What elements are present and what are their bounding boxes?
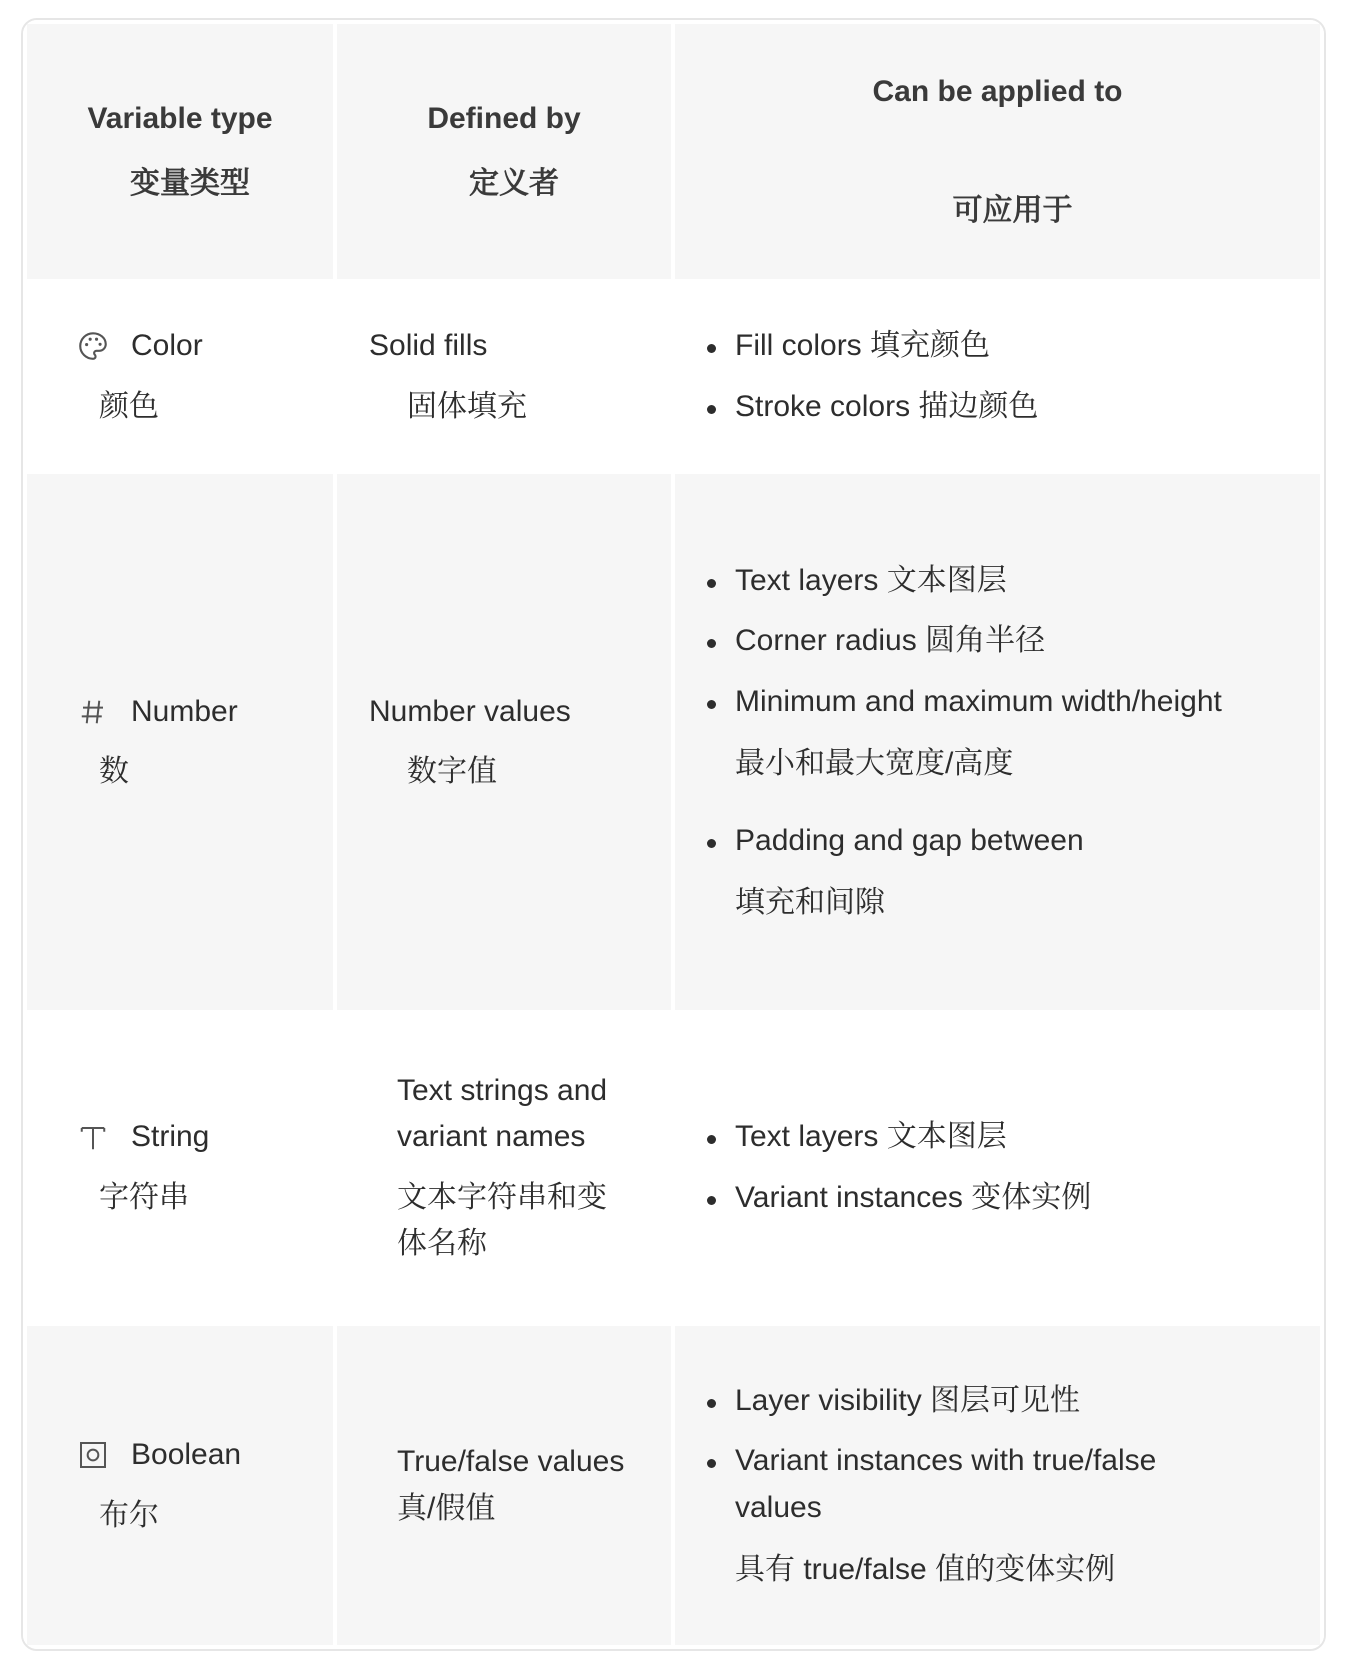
table-header-row (27, 24, 1320, 279)
defined-cell-boolean (337, 1326, 671, 1645)
header-variable-type (27, 24, 333, 279)
type-label-en: String (131, 1120, 210, 1154)
defined-en: Text strings and variant names (397, 1073, 608, 1154)
type-label-zh: 颜色 (99, 389, 159, 423)
defined-en: True/false values 真/假值 (397, 1445, 625, 1525)
type-label-zh: 字符串 (99, 1180, 189, 1214)
variables-table (23, 20, 1324, 1649)
defined-cell-string (337, 1014, 671, 1322)
header-variable-type-zh: 变量类型 (130, 166, 250, 200)
applied-list (705, 558, 1320, 927)
table-row-boolean (27, 1326, 1320, 1645)
header-applied-to-zh: 可应用于 (952, 193, 1073, 227)
list-item-en: Variant instances with true/false values (735, 1444, 1157, 1524)
type-label-en: Color (131, 329, 203, 363)
applied-cell-number (675, 474, 1320, 1010)
type-label-zh: 数 (99, 755, 129, 788)
header-defined-by-zh: 定义者 (469, 166, 559, 200)
header-defined-by-en: Defined by (427, 102, 581, 136)
applied-list (705, 1378, 1320, 1594)
list-item-zh: 具有 true/false 值的变体实例 (735, 1553, 1116, 1587)
type-cell-string (27, 1014, 333, 1322)
header-variable-type-en: Variable type (87, 102, 273, 136)
defined-zh: 数字值 (407, 755, 497, 788)
list-item: Layer visibility 图层可见性 (705, 1378, 1320, 1425)
header-defined-by (337, 24, 671, 279)
applied-cell-color (675, 283, 1320, 470)
hash-icon (75, 694, 111, 730)
table-row-number (27, 474, 1320, 1010)
list-item-en: Minimum and maximum width/height (735, 684, 1222, 718)
list-item: Text layers 文本图层 (705, 558, 1320, 605)
list-item: Stroke colors 描边颜色 (705, 384, 1320, 431)
type-label-en: Boolean (131, 1438, 242, 1472)
type-cell-boolean (27, 1326, 333, 1645)
defined-en: Solid fills (369, 329, 488, 363)
list-item: Corner radius 圆角半径 (705, 618, 1320, 665)
header-applied-to-en: Can be applied to (872, 75, 1123, 109)
defined-zh: 固体填充 (407, 389, 527, 423)
applied-list (705, 323, 1320, 430)
header-applied-to (675, 24, 1320, 279)
list-item-en: Padding and gap between (735, 823, 1084, 857)
type-cell-number (27, 474, 333, 1010)
type-label-en: Number (131, 694, 238, 728)
table-row-color (27, 283, 1320, 470)
list-item-zh: 最小和最大宽度/高度 (735, 747, 1014, 780)
defined-cell-number (337, 474, 671, 1010)
list-item (705, 1438, 1320, 1594)
toggle-box-icon (75, 1437, 111, 1473)
list-item: Fill colors 填充颜色 (705, 323, 1320, 370)
applied-list (705, 1114, 1320, 1221)
list-item (705, 679, 1320, 788)
table-row-string (27, 1014, 1320, 1322)
defined-zh: 文本字符串和变体名称 (397, 1180, 607, 1261)
list-item (705, 818, 1320, 927)
palette-icon (75, 328, 111, 364)
type-cell-color (27, 283, 333, 470)
applied-cell-boolean (675, 1326, 1320, 1645)
list-item-zh: 填充和间隙 (735, 886, 885, 919)
variables-table-container (21, 18, 1326, 1651)
list-item: Variant instances 变体实例 (705, 1175, 1320, 1222)
defined-en: Number values (369, 694, 571, 728)
list-item: Text layers 文本图层 (705, 1114, 1320, 1161)
text-t-icon (75, 1120, 111, 1156)
defined-cell-color (337, 283, 671, 470)
applied-cell-string (675, 1014, 1320, 1322)
type-label-zh: 布尔 (99, 1498, 159, 1532)
